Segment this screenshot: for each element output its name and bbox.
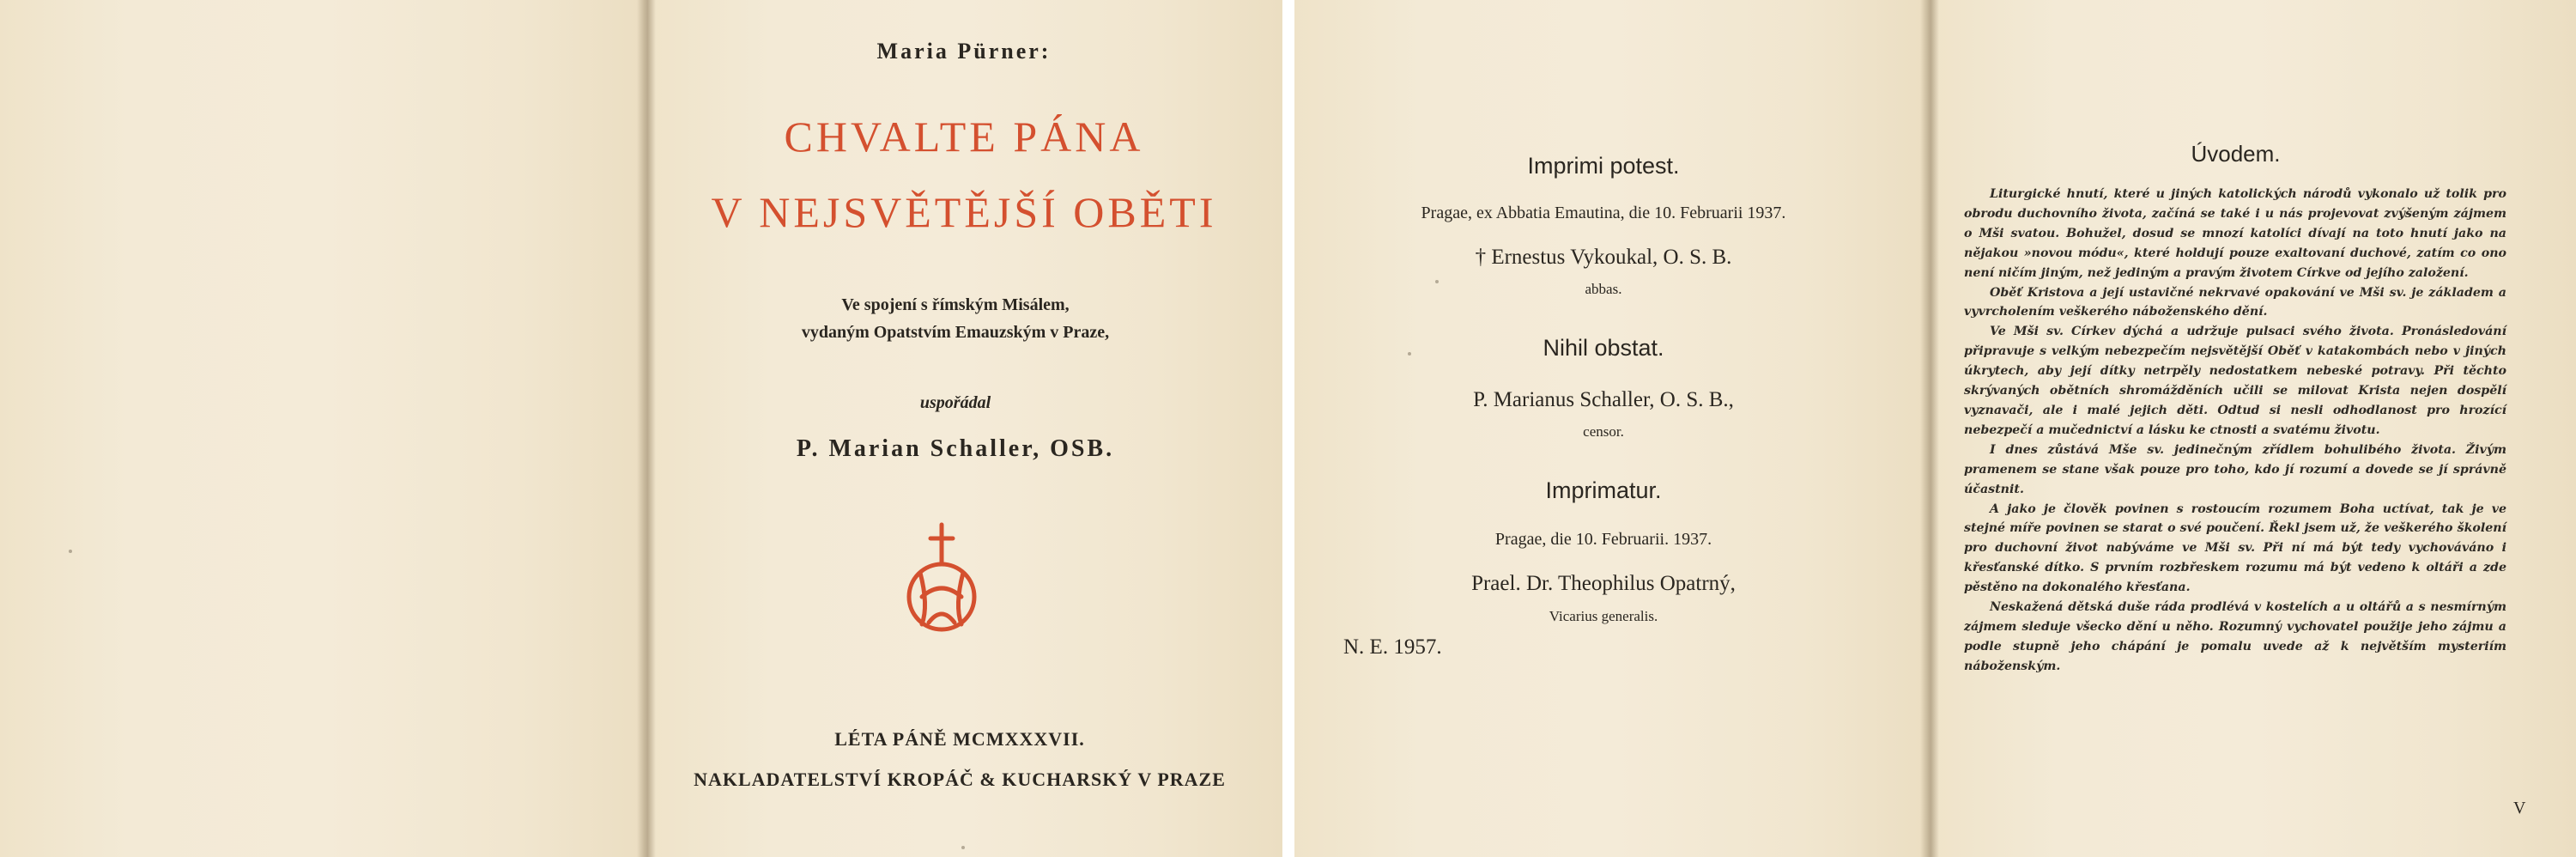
nihil-obstat-heading: Nihil obstat. — [1543, 335, 1664, 361]
intro-paragraph: Oběť Kristova a její ustavičné nekrvavé opakování ve Mši sv. je základem a vyvrcholením veškerého náboženského dění. — [1964, 285, 2506, 319]
intro-paragraph: A jako je člověk povinen s rostoucím rozumem Boha uctívat, tak je ve stejné míře povinen se starat o své poučení. Řekl jsem už, že veškerého školení pro duchovní život nabýváme ve Mši sv. Při ní má být tedy vychováváno i křesťanské dítko. S prvním rozbřeskem rozumu má být vedeno k oltáři a zde pěstěno na dokonalého křesťana. — [1964, 501, 2506, 595]
vicar-name: Prael. Dr. Theophilus Opatrný, — [1471, 572, 1736, 595]
book-title-line-2: V NEJSVĚTĚJŠÍ OBĚTI — [711, 188, 1217, 236]
right-spread-scan — [1294, 0, 2576, 857]
introduction-heading: Úvodem. — [2191, 141, 2281, 167]
title-page — [646, 0, 1282, 857]
blank-verso-page — [0, 0, 646, 857]
censor-name: P. Marianus Schaller, O. S. B., — [1473, 388, 1734, 411]
approval-page — [1294, 0, 1930, 857]
abbot-role: abbas. — [1585, 281, 1622, 297]
paper-speck — [1408, 352, 1411, 356]
author-name: Maria Pürner: — [876, 39, 1052, 64]
page-number: V — [2513, 799, 2526, 817]
left-spread-scan — [0, 0, 1282, 857]
imprimatur-place-date: Pragae, die 10. Februarii. 1937. — [1494, 530, 1712, 549]
subtitle-line-2: vydaným Opatstvím Emauzským v Praze, — [801, 323, 1110, 342]
intro-paragraph: Liturgické hnutí, které u jiných katolických národů vykonalo už tolik pro obrodu duchovního života, začíná se také i u nás projevovat zvýšeným zájmem o Mši svatou. Bohužel, dosud se mnozí katolíci dívají na toto hnutí jako na nějakou »novou módu«, které holdují pouze exaltovaní duchové, zatím co ono není ničím jiným, než jediným a pravým životem Církve od jejího založení. — [1964, 187, 2506, 280]
year-line: LÉTA PÁNĚ MCMXXXVII. — [834, 728, 1085, 750]
book-gutter-shadow — [637, 0, 656, 857]
introduction-body — [1964, 185, 2506, 677]
intro-paragraph: Neskažená dětská duše ráda prodlévá v kostelích a u oltářů a s nesmírným zájmem sleduje všecko dění u něho. Rozumný vychovatel použije jeho zájmu a podle stupně jeho chápání je pomalu uvede až k největším mysteriím náboženským. — [1964, 600, 2506, 673]
intro-paragraph: Ve Mši sv. Církev dýchá a udržuje pulsaci svého života. Pronásledování připravuje s velkým nebezpečím nejsvětější Oběť v katakombách nebo v jiných úkrytech, aby její dítky netrpěly nedostatkem nebeské potravy. Při těchto skrývaných obětních shromážděních učili se milovat Krista nejen dospělí vyznavači, ale i malé jejich děti. Odtud si nesli odhodlanost pro hrozící nebezpečí a mučednictví a lásku ke ctnosti a svatému životu. — [1964, 325, 2506, 437]
book-title-line-1: CHVALTE PÁNA — [784, 112, 1144, 161]
introduction-page — [1930, 0, 2576, 857]
censor-role: censor. — [1583, 423, 1624, 440]
publisher-line: NAKLADATELSTVÍ KROPÁČ & KUCHARSKÝ V PRAZE — [694, 769, 1226, 790]
paper-speck — [69, 550, 72, 553]
book-gutter-shadow — [1920, 0, 1939, 857]
ne-note: N. E. 1957. — [1343, 635, 1442, 659]
vicar-role: Vicarius generalis. — [1549, 608, 1658, 624]
abbot-name: † Ernestus Vykoukal, O. S. B. — [1475, 246, 1732, 269]
imprimi-potest-heading: Imprimi potest. — [1527, 153, 1680, 179]
paper-speck — [1435, 280, 1439, 283]
subtitle-line-1: Ve spojení s římským Misálem, — [841, 295, 1070, 314]
cross-monogram-emblem — [903, 520, 980, 635]
intro-paragraph: I dnes zůstává Mše sv. jedinečným zřídlem bohulibého života. Živým pramenem se stane však pouze pro toho, kdo jí rozumí a dovede se jí správně účastnit. — [1964, 442, 2506, 496]
imprimi-potest-place-date: Pragae, ex Abbatia Emautina, die 10. Februarii 1937. — [1421, 204, 1786, 222]
editor-label: uspořádal — [919, 393, 991, 412]
editor-name: P. Marian Schaller, OSB. — [796, 435, 1115, 462]
imprimatur-heading: Imprimatur. — [1545, 477, 1662, 503]
paper-speck — [961, 846, 965, 849]
